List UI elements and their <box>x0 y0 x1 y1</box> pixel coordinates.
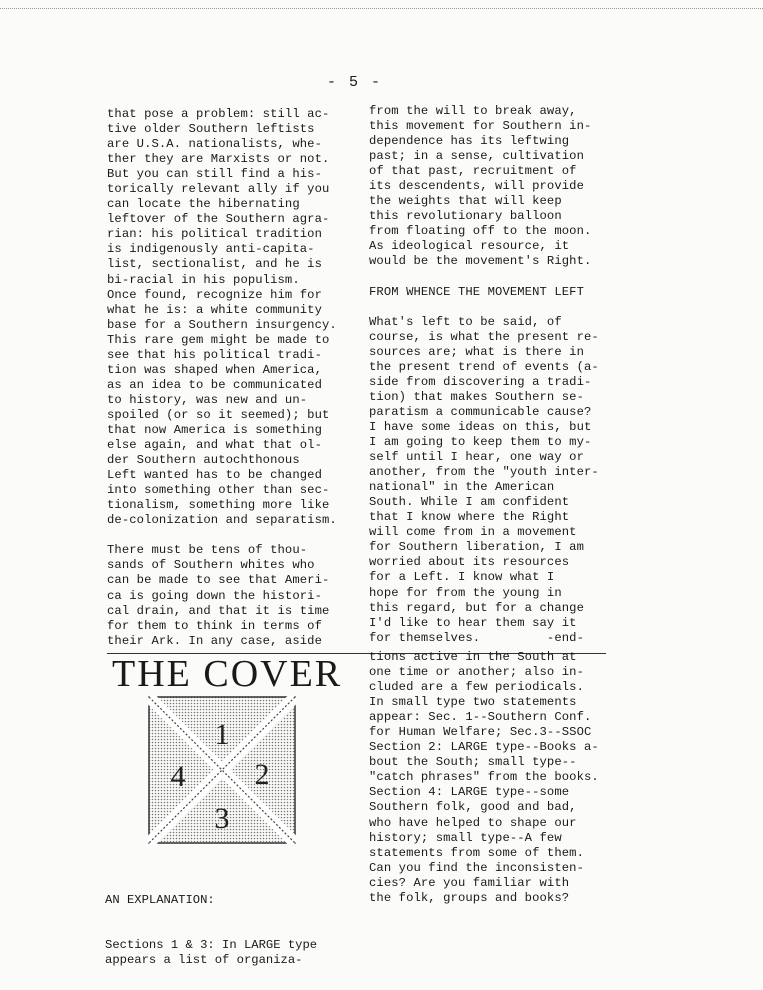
cover-flag-image <box>148 696 296 844</box>
text-line: As ideological resource, it <box>369 239 570 254</box>
text-line: as an idea to be communicated <box>107 377 322 392</box>
text-line: cluded are a few periodicals. <box>369 680 584 695</box>
text-line <box>369 270 599 285</box>
text-line: appears a list of organiza- <box>105 953 303 967</box>
text-line: will come from in a movement <box>369 525 577 540</box>
text-line: Section 4: LARGE type--some <box>369 785 570 800</box>
text-line: But you can still find a his- <box>107 167 322 182</box>
text-line: self until I hear, one way or <box>369 450 584 465</box>
text-line: what he is: a white community <box>107 302 322 317</box>
text-line: can be made to see that Ameri- <box>107 573 330 588</box>
text-line: I am going to keep them to my- <box>369 435 592 450</box>
text-line: tive older Southern leftists <box>107 122 315 137</box>
text-line: Left wanted has to be changed <box>107 468 322 483</box>
text-line: bi-racial in his populism. <box>107 272 300 287</box>
text-line: course, is what the present re- <box>369 329 599 344</box>
text-line: for Southern liberation, I am <box>369 540 584 555</box>
text-line: one time or another; also in- <box>369 665 584 680</box>
text-line: its descendents, will provide <box>369 179 584 194</box>
text-line: can locate the hibernating <box>107 197 300 212</box>
flag-number-3: 3 <box>214 802 230 835</box>
text-line: bout the South; small type-- <box>369 755 577 770</box>
text-line: see that his political tradi- <box>107 347 322 362</box>
text-line: tion) that makes Southern se- <box>369 389 584 404</box>
text-line: rian: his political tradition <box>107 227 322 242</box>
perforation-edge <box>0 0 763 9</box>
flag-number-1: 1 <box>214 718 230 751</box>
text-line: ca is going down the histori- <box>107 588 322 603</box>
text-line: into something other than sec- <box>107 483 330 498</box>
text-line: for Human Welfare; Sec.3--SSOC <box>369 725 592 740</box>
text-line: This rare gem might be made to <box>107 332 330 347</box>
text-line: dependence has its leftwing <box>369 134 570 149</box>
text-line: this regard, but for a change <box>369 600 584 615</box>
explanation-heading: AN EXPLANATION: <box>105 893 215 907</box>
text-line: tionalism, something more like <box>107 498 330 513</box>
text-line: their Ark. In any case, aside <box>107 633 322 648</box>
text-line: worried about its resources <box>369 555 570 570</box>
text-line: the folk, groups and books? <box>369 890 570 905</box>
text-line: cies? Are you familiar with <box>369 875 570 890</box>
text-line: There must be tens of thou- <box>107 543 308 558</box>
flag-number-2: 2 <box>254 758 270 791</box>
text-line: de-colonization and separatism. <box>107 513 337 528</box>
text-line: are U.S.A. nationalists, whe- <box>107 137 322 152</box>
text-line: appear: Sec. 1--Southern Conf. <box>369 710 592 725</box>
text-line: of that past, recruitment of <box>369 164 577 179</box>
text-line: In small type two statements <box>369 695 577 710</box>
text-line: would be the movement's Right. <box>369 254 592 269</box>
text-line: Sections 1 & 3: In LARGE type <box>105 938 318 952</box>
text-line: who have helped to shape our <box>369 815 577 830</box>
text-line: side from discovering a tradi- <box>369 374 592 389</box>
text-line: from the will to break away, <box>369 104 577 118</box>
text-line: cal drain, and that it is time <box>107 603 330 618</box>
text-line: I have some ideas on this, but <box>369 419 592 434</box>
text-line: "catch phrases" from the books. <box>369 770 599 785</box>
text-line: tions active in the South at <box>369 650 577 664</box>
text-line: is indigenously anti-capita- <box>107 242 315 257</box>
text-line: this movement for Southern in- <box>369 119 592 134</box>
text-line: the weights that will keep <box>369 194 562 209</box>
text-line: past; in a sense, cultivation <box>369 149 584 164</box>
text-line: Can you find the inconsisten- <box>369 860 584 875</box>
text-line: base for a Southern insurgency. <box>107 317 337 332</box>
text-line: I'd like to hear them say it <box>369 615 577 630</box>
text-line: history; small type--A few <box>369 830 562 845</box>
text-line: that now America is something <box>107 422 322 437</box>
explanation-left-text <box>105 938 317 968</box>
text-line: der Southern autochthonous <box>107 453 300 468</box>
text-line: tion was shaped when America, <box>107 362 322 377</box>
text-line: leftover of the Southern agra- <box>107 212 330 227</box>
text-line: Section 2: LARGE type--Books a- <box>369 740 599 755</box>
text-line: else again, and what that ol- <box>107 438 322 453</box>
text-line: ther they are Marxists or not. <box>107 152 330 167</box>
text-line: from floating off to the moon. <box>369 224 592 239</box>
text-line: hope for from the young in <box>369 585 562 600</box>
text-line: list, sectionalist, and he is <box>107 257 322 272</box>
left-column <box>107 107 337 649</box>
text-line: that pose a problem: still ac- <box>107 107 330 121</box>
text-line <box>369 300 599 315</box>
text-line: for themselves. -end- <box>369 630 584 645</box>
text-line: another, from the "youth inter- <box>369 465 599 480</box>
right-column <box>369 104 599 646</box>
cover-title: THE COVER <box>112 653 343 695</box>
text-line: that I know where the Right <box>369 510 570 525</box>
text-line: torically relevant ally if you <box>107 182 330 197</box>
text-line: this revolutionary balloon <box>369 209 562 224</box>
text-line: What's left to be said, of <box>369 314 562 329</box>
text-line: the present trend of events (a- <box>369 359 599 374</box>
page-number: - 5 - <box>327 74 383 91</box>
text-line: Once found, recognize him for <box>107 287 322 302</box>
flag-number-4: 4 <box>170 760 186 793</box>
cover-explanation <box>105 863 317 983</box>
text-line: to history, was new and un- <box>107 392 308 407</box>
text-line: Southern folk, good and bad, <box>369 800 577 815</box>
text-line: statements from some of them. <box>369 845 584 860</box>
text-line: for them to think in terms of <box>107 618 322 633</box>
text-line: paratism a communicable cause? <box>369 404 592 419</box>
text-line: spoiled (or so it seemed); but <box>107 407 330 422</box>
text-line: sands of Southern whites who <box>107 558 315 573</box>
text-line: sources are; what is there in <box>369 344 584 359</box>
text-line <box>107 528 337 543</box>
text-line: national" in the American <box>369 480 555 495</box>
text-line: for a Left. I know what I <box>369 570 555 585</box>
text-line: FROM WHENCE THE MOVEMENT LEFT <box>369 284 584 299</box>
explanation-right-column <box>369 650 599 906</box>
text-line: South. While I am confident <box>369 495 570 510</box>
